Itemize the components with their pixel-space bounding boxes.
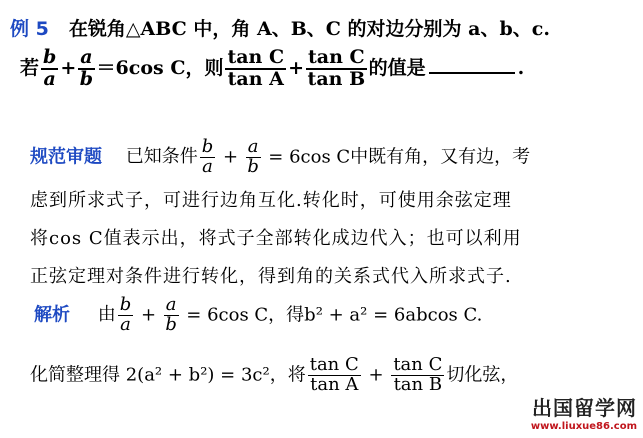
solution-fraction-a-over-b: $\frac{a}{b}$ [165, 294, 177, 335]
analysis-text-1a: 已知条件 [125, 146, 198, 168]
fraction-tanC-tanA: $\frac{\text{tan C}}{\text{tan A}}$ [227, 46, 285, 90]
analysis-line-1: 规范审题 已知条件 $\frac{b}{a}$ + $\frac{a}{b}$ = 6cos C中既有角，又有边，考 [30, 136, 531, 177]
solution-prefix: 由 [97, 304, 116, 326]
solution-text-2b: 切化弦， [446, 364, 519, 386]
solution-fraction-tanC-tanA: $\frac{\text{tan C}}{\text{tan A}}$ [309, 354, 359, 395]
fraction-tanC-tanB: $\frac{\text{tan C}}{\text{tan B}}$ [307, 46, 366, 90]
problem-line-2 [20, 48, 524, 90]
watermark [531, 392, 637, 432]
equation-rhs: ＝6cos C，则 [96, 56, 224, 79]
analysis-line-4: 正弦定理对条件进行转化，得到角的关系式代入所求式子. [30, 266, 512, 287]
example-label: 例 5 [10, 18, 49, 40]
answer-blank [429, 72, 515, 74]
solution-line-1: 解析 由 $\frac{b}{a}$ + $\frac{a}{b}$ = 6cos C，得b² + a² = 6abcos C. [34, 294, 483, 335]
analysis-text-1b: = 6cos C中既有角，又有边，考 [268, 146, 531, 168]
period: . [517, 56, 525, 79]
problem-prefix: 若 [20, 56, 40, 79]
watermark-cn: 出国留学网 [532, 396, 637, 420]
solution-rhs: = 6cos C，得b² + a² = 6abcos C. [186, 304, 483, 326]
solution-fraction-tanC-tanB: $\frac{\text{tan C}}{\text{tan B}}$ [393, 354, 443, 395]
solution-text-2a: 化简整理得 2(a² + b²) = 3c²，将 [30, 364, 306, 386]
problem-line-1 [10, 14, 550, 41]
plus-sign-2: + [288, 56, 305, 79]
analysis-fraction-a-over-b: $\frac{a}{b}$ [247, 136, 259, 177]
analysis-line-3: 将cos C值表示出，将式子全部转化成边代入；也可以利用 [30, 228, 522, 249]
plus-sign: + [60, 56, 77, 79]
question-suffix: 的值是 [368, 56, 426, 79]
analysis-fraction-b-over-a: $\frac{b}{a}$ [201, 136, 214, 177]
fraction-b-over-a: $\frac{b}{a}$ [43, 46, 57, 90]
fraction-a-over-b: $\frac{a}{b}$ [79, 46, 94, 90]
problem-text: 在锐角△ABC 中，角 A、B、C 的对边分别为 a、b、c. [68, 18, 550, 40]
analysis-label: 规范审题 [30, 146, 102, 168]
analysis-line-2: 虑到所求式子，可进行边角互化.转化时，可使用余弦定理 [30, 190, 512, 211]
watermark-url: www.liuxue86.com [530, 421, 637, 432]
solution-label: 解析 [34, 304, 70, 326]
solution-fraction-b-over-a: $\frac{b}{a}$ [119, 294, 132, 335]
solution-line-2: 化简整理得 2(a² + b²) = 3c²，将 $\frac{\text{tan C}}{\text{tan A}}$ + $\frac{\text{tan C}}{\text{tan B}}$ 切化弦， [30, 354, 519, 395]
